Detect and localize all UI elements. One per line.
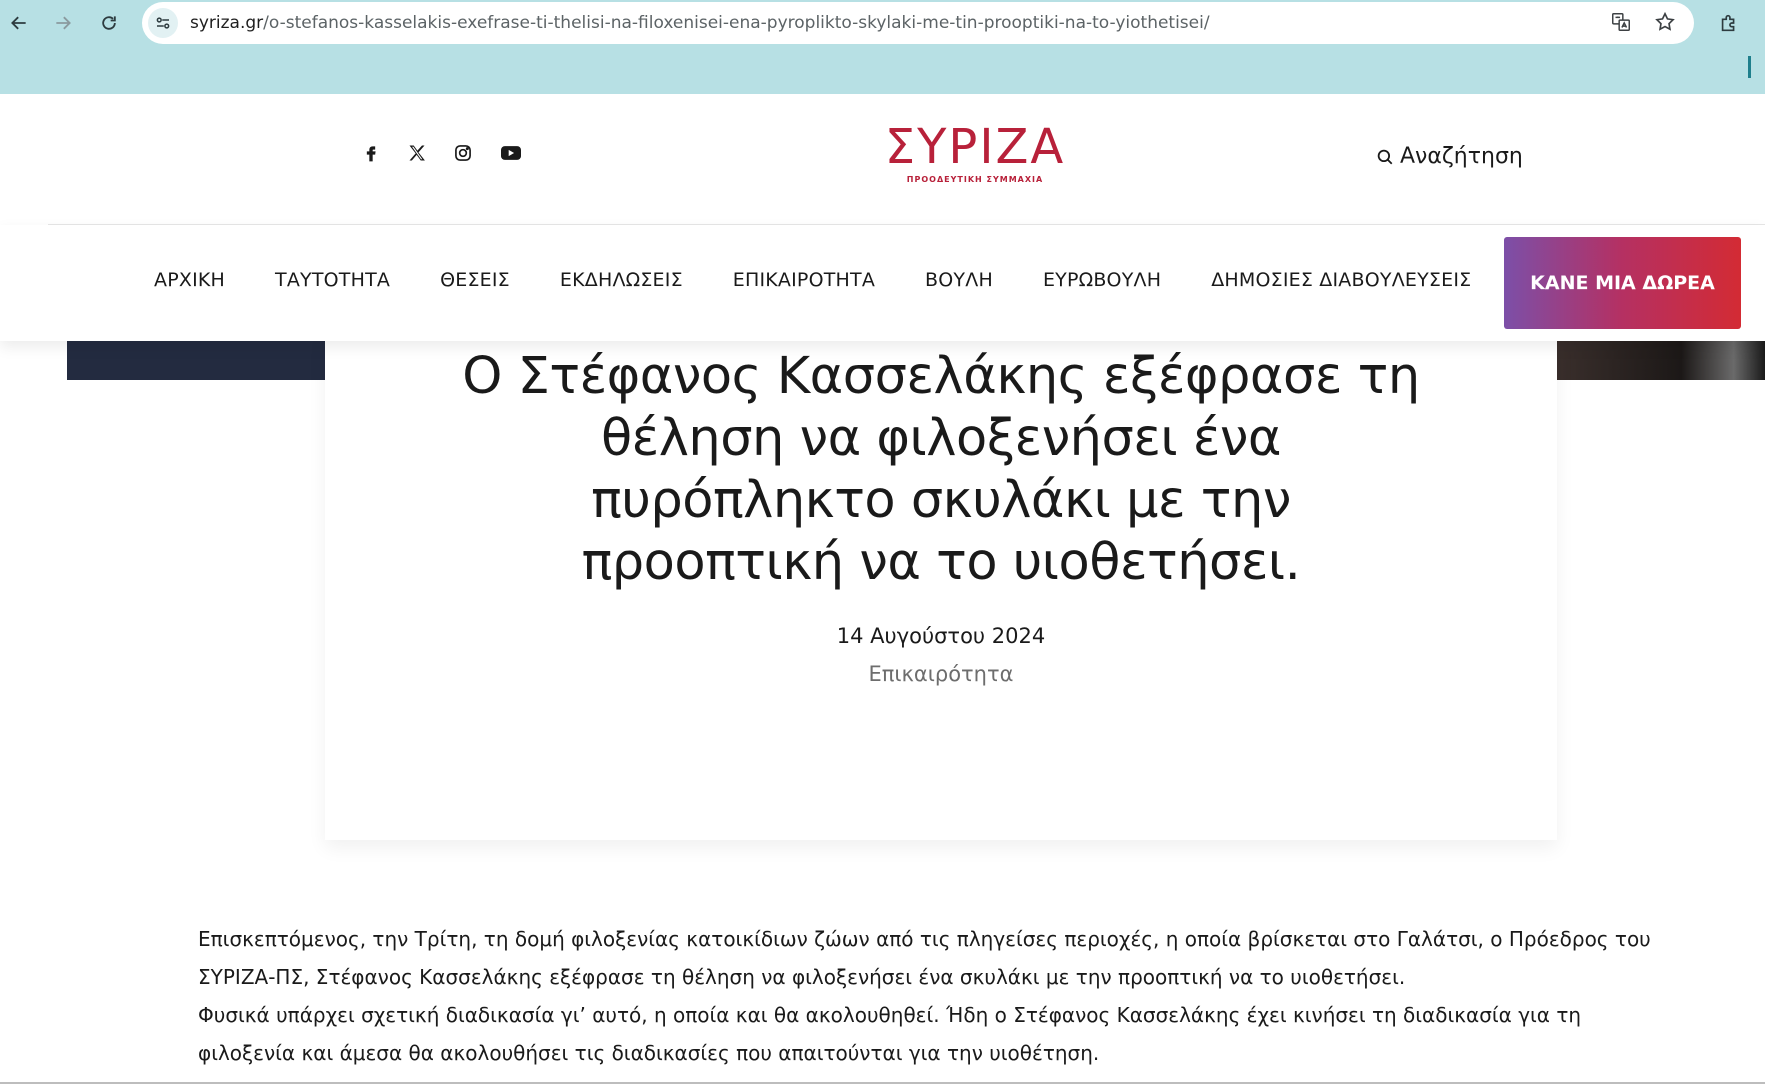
url-domain: syriza.gr [190,13,264,33]
youtube-icon[interactable] [498,142,524,164]
article-body [198,920,1658,1072]
nav-item-home[interactable]: ΑΡΧΙΚΗ [154,269,226,291]
site-info-icon[interactable] [148,8,178,38]
nav-item-identity[interactable]: ΤΑΥΤΟΤΗΤΑ [275,269,391,291]
social-links [360,142,524,164]
extensions-icon[interactable] [1712,6,1746,40]
translate-icon[interactable] [1608,9,1634,35]
back-arrow-icon[interactable] [2,6,36,40]
site-logo[interactable] [880,119,1070,199]
nav-item-parliament[interactable]: ΒΟΥΛΗ [925,269,993,291]
forward-arrow-icon[interactable] [46,6,80,40]
nav-item-events[interactable]: ΕΚΔΗΛΩΣΕΙΣ [559,269,683,291]
search-label: Αναζήτηση [1400,144,1523,169]
reload-icon[interactable] [92,6,126,40]
search-icon [1376,148,1394,166]
logo-wordmark: ΣΥΡΙΖΑ [884,119,1066,175]
logo-tagline: ΠΡΟΟΔΕΥΤΙΚΗ ΣΥΜΜΑΧΙΑ [906,175,1044,184]
article-category-link[interactable]: Επικαιρότητα [868,662,1014,686]
url-text[interactable] [190,13,1210,33]
browser-toolbar [0,0,1765,94]
search-button[interactable] [1376,144,1523,169]
donate-button[interactable]: ΚΑΝΕ ΜΙΑ ΔΩΡΕΑ [1504,237,1741,329]
bookmark-star-icon[interactable] [1652,9,1678,35]
facebook-icon[interactable] [360,142,382,164]
article-paragraph: Επισκεπτόμενος, την Τρίτη, τη δομή φιλοξενίας κατοικίδιων ζώων από τις πληγείσες περιοχές, η οποία βρίσκεται στο Γαλάτσι, ο Πρόεδρος του ΣΥΡΙΖΑ-ΠΣ, Στέφανος Κασσελάκης εξέφρασε τη θέληση να φιλοξενήσει ένα σκυλάκι με την προοπτική να το υιοθετήσει. [198,927,1651,989]
nav-item-consultations[interactable]: ΔΗΜΟΣΙΕΣ ΔΙΑΒΟΥΛΕΥΣΕΙΣ [1211,269,1472,291]
url-path: /o-stefanos-kasselakis-exefrase-ti-thelisi-na-filoxenisei-ena-pyroplikto-skylaki-me-tin-prooptiki-na-to-yiothetisei/ [263,13,1210,33]
article-title: Ο Στέφανος Κασσελάκης εξέφρασε τη θέληση να φιλοξενήσει ένα πυρόπληκτο σκυλάκι με την προοπτική να το υιοθετήσει. [462,347,1420,592]
address-bar[interactable] [142,2,1694,44]
nav-item-news[interactable]: ΕΠΙΚΑΙΡΟΤΗΤΑ [732,269,876,291]
hero-image-left [67,341,325,380]
main-navigation [0,225,1765,341]
x-icon[interactable] [406,142,428,164]
article-header-card [325,330,1557,840]
toolbar-indicator [1748,56,1751,78]
article-paragraph: Φυσικά υπάρχει σχετική διαδικασία γι’ αυτό, η οποία και θα ακολουθηθεί. Ήδη ο Στέφανος Κασσελάκης έχει κινήσει τη διαδικασία για τη φιλοξενία και άμεσα θα ακολουθήσει τις διαδικασίες που απαιτούνται για την υιοθέτηση. [198,1003,1582,1065]
nav-item-europarliament[interactable]: ΕΥΡΩΒΟΥΛΗ [1042,269,1162,291]
article-date: 14 Αυγούστου 2024 [836,624,1046,648]
site-header [0,94,1765,224]
nav-item-positions[interactable]: ΘΕΣΕΙΣ [440,269,510,291]
instagram-icon[interactable] [452,142,474,164]
hero-image-right [1556,341,1765,380]
